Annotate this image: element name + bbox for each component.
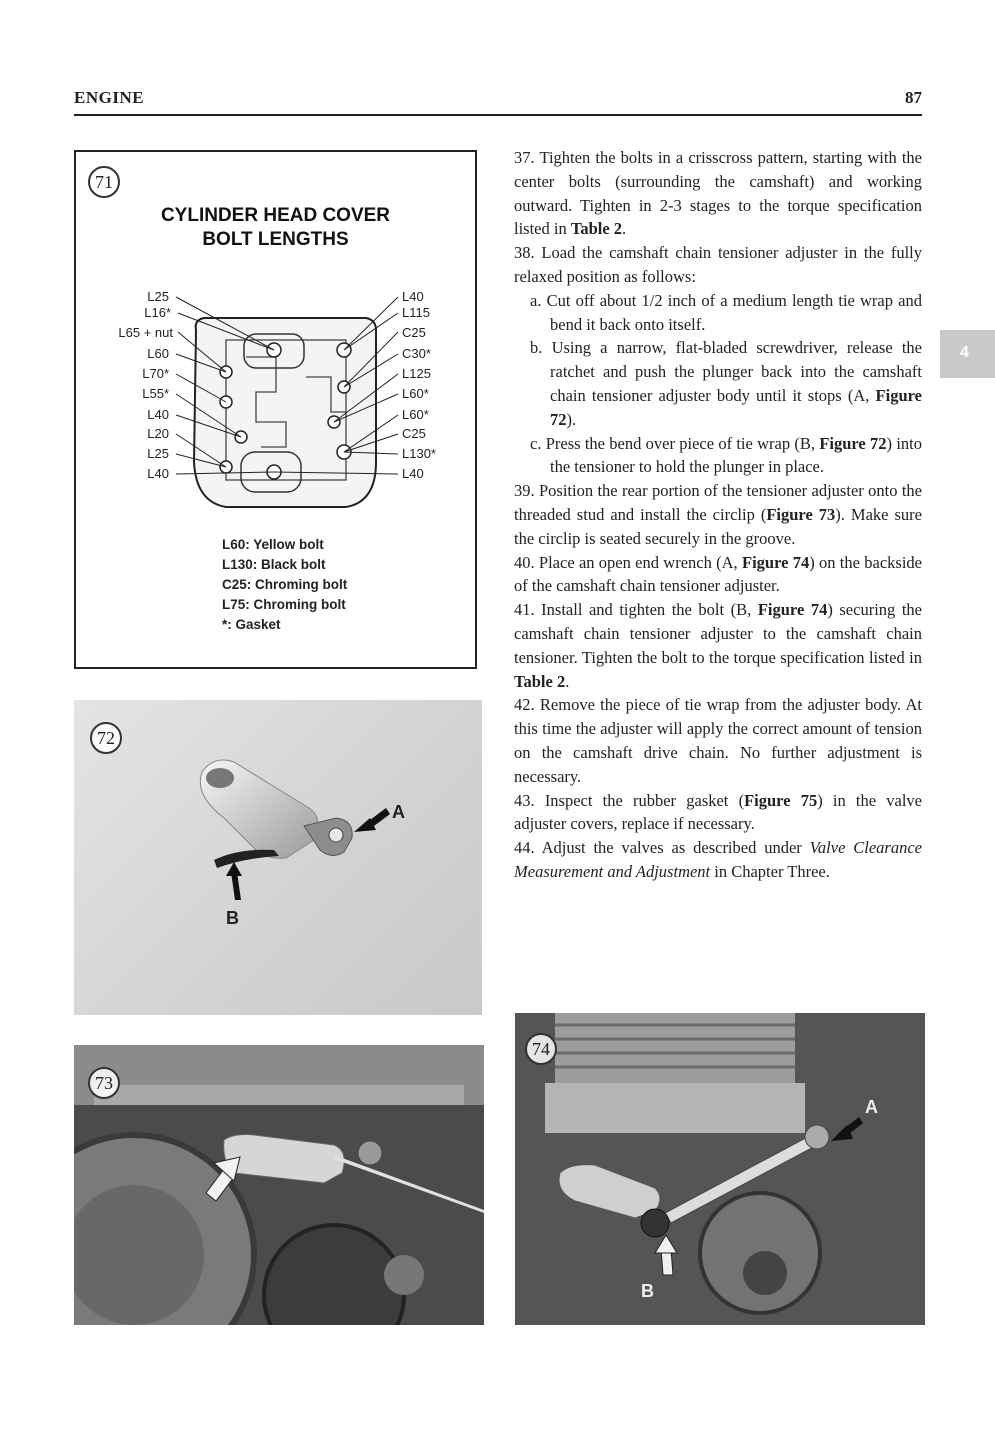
figure-72-photo (74, 700, 482, 1015)
figure-number-73: 73 (88, 1067, 120, 1099)
step-39: 39. Position the rear portion of the tensioner adjuster onto the threaded stud and install the circlip (Figure 73). Make sure the circlip is seated securely in the groove. (514, 481, 922, 548)
bolt-label-left: L65 + nut (118, 325, 173, 340)
step-38c: c. Press the bend over piece of tie wrap (B, Figure 72) into the tensioner to hold the plunger in place. (530, 433, 922, 477)
step-38: 38. Load the camshaft chain tensioner adjuster in the fully relaxed position as follows: (514, 243, 922, 286)
callout-a: A (392, 802, 405, 822)
bolt-label-right: L40 (402, 466, 424, 481)
callout-a: A (865, 1097, 878, 1117)
engine-tensioner-installed-image (74, 1045, 484, 1325)
bolt-label-left: L60 (147, 346, 169, 361)
bolt-label-left: L55* (142, 386, 169, 401)
figure-74-photo (515, 1013, 925, 1325)
cylinder-head (545, 1083, 805, 1133)
mounting-hole (206, 768, 234, 788)
bolt-label-left: L16* (144, 305, 171, 320)
bolt-label-right: L40 (402, 289, 424, 304)
legend-item: L130: Black bolt (222, 557, 326, 572)
chapter-tab-number: 4 (960, 344, 969, 361)
page-header (74, 88, 922, 116)
callout-b: B (641, 1281, 654, 1301)
arrow-b (231, 872, 241, 900)
instructions-column (514, 146, 922, 884)
tie-wrap (214, 850, 279, 868)
bolt-label-right: L115 (402, 305, 430, 320)
tensioner-bolt (358, 1141, 382, 1165)
legend-item: *: Gasket (222, 617, 281, 632)
figure-71 (74, 150, 477, 669)
gasket-surface (94, 1085, 464, 1105)
figure-title-line2: BOLT LENGTHS (202, 229, 349, 250)
step-41: 41. Install and tighten the bolt (B, Figure 74) securing the camshaft chain tensioner adjuster to the camshaft chain tensioner. Tighten the bolt to the torque specification listed in Table 2. (514, 600, 922, 691)
bolt-label-left: L25 (147, 446, 169, 461)
tensioner-bolt (641, 1209, 669, 1237)
step-38b: b. Using a narrow, flat-bladed screwdriver, release the ratchet and push the plunger back into the camshaft chain tensioner adjuster body until it stops (A, Figure 72). (530, 338, 922, 429)
bolt-label-left: L25 (147, 289, 169, 304)
sprocket-nut (384, 1255, 424, 1295)
figure-number-71: 71 (88, 166, 120, 198)
figure-title-line1: CYLINDER HEAD COVER (160, 205, 391, 226)
step-42: 42. Remove the piece of tie wrap from the adjuster body. At this time the adjuster will apply the correct amount of tension on the camshaft drive chain. No further adjustment is necessary. (514, 695, 922, 786)
bolt-label-right: L130* (402, 446, 436, 461)
arrow-a (370, 808, 390, 826)
bolt-label-right: C25 (402, 325, 426, 340)
step-37: 37. Tighten the bolts in a crisscross pattern, starting with the center bolts (surrounding the camshaft) and working outward. Tighten in 2-3 stages to the torque specification listed in Table 2. (514, 148, 922, 239)
step-44: 44. Adjust the valves as described under Valve Clearance Measurement and Adjustment in Chapter Three. (514, 838, 922, 881)
bolt-label-left: L40 (147, 407, 169, 422)
bolt-label-right: C25 (402, 426, 426, 441)
plunger-hole (329, 828, 343, 842)
tensioner-adjuster-image (74, 700, 482, 1015)
page-number: 87 (905, 88, 922, 107)
wrench-ring (805, 1125, 829, 1149)
wrench-on-tensioner-image (515, 1013, 925, 1325)
section-title: ENGINE (74, 88, 145, 107)
figure-number-72: 72 (90, 722, 122, 754)
legend-item: L75: Chroming bolt (222, 597, 346, 612)
chapter-tab (940, 330, 995, 378)
bolt-layout-diagram (76, 282, 476, 527)
step-40: 40. Place an open end wrench (A, Figure 74) on the backside of the camshaft chain tensioner adjuster. (514, 552, 922, 596)
bolt-label-right: C30* (402, 346, 431, 361)
step-38a: a. Cut off about 1/2 inch of a medium length tie wrap and bend it back onto itself. (530, 290, 922, 334)
bolt-label-right: L125 (402, 366, 431, 381)
bolt-label-left: L20 (147, 426, 169, 441)
bolt-legend (222, 535, 347, 635)
bolt-label-right: L60* (402, 407, 429, 422)
legend-item: C25: Chroming bolt (222, 577, 348, 592)
legend-item: L60: Yellow bolt (222, 537, 324, 552)
bolt-label-right: L60* (402, 386, 429, 401)
bolt-label-left: L70* (142, 366, 169, 381)
callout-b: B (226, 908, 239, 928)
figure-number-74: 74 (525, 1033, 557, 1065)
sprocket (743, 1251, 787, 1295)
bolt-label-left: L40 (147, 466, 169, 481)
figure-73-photo (74, 1045, 484, 1325)
step-43: 43. Inspect the rubber gasket (Figure 75) in the valve adjuster covers, replace if necessary. (514, 790, 922, 834)
